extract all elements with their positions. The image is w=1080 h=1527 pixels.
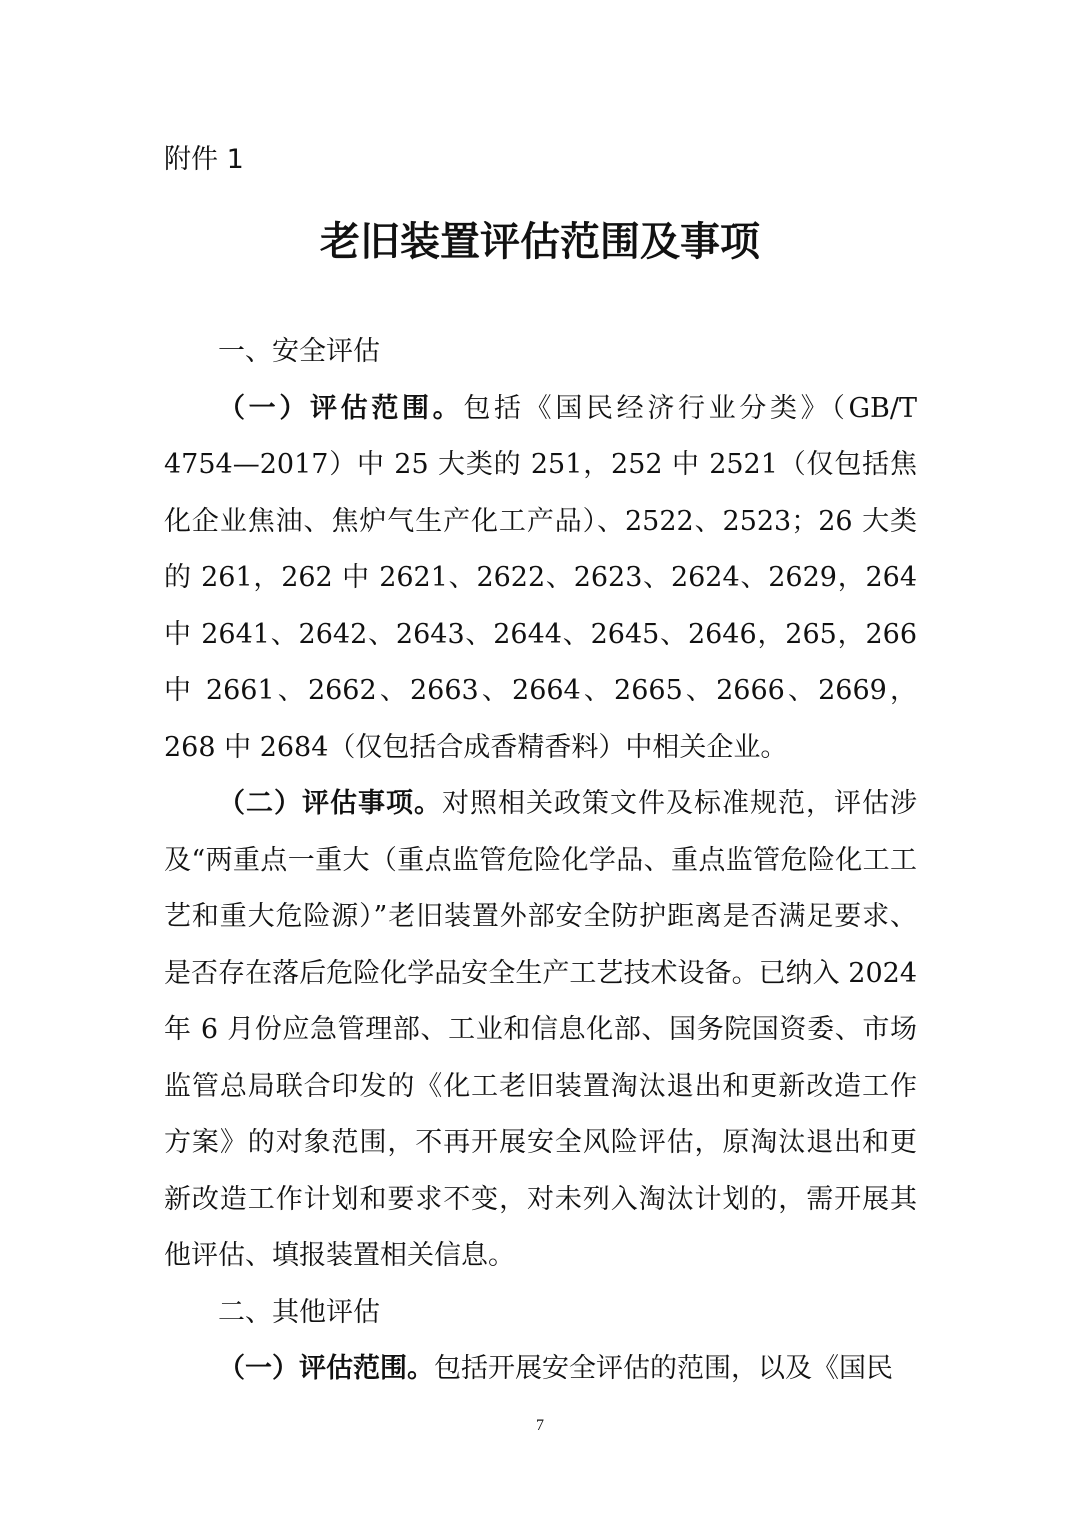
paragraph-text: 包括《国民经济行业分类》（GB/T 4754—2017）中 25 大类的 251，252 中 2521（仅包括焦化企业焦油、焦炉气生产化工产品）、2522、2523；26 大类的 261，262 中 2621、2622、2623、2624、2629，264 中 2641、2642、2643、2644、2645、2646，265，266 中 2661、2662、2663、2664、2665、2666、2669，268 中 2684（仅包括合成香精香料）中相关企业。	[164, 392, 917, 763]
paragraph-safety-items	[164, 776, 917, 1285]
paragraph-label: （一）评估范围。	[218, 392, 464, 424]
paragraph-safety-scope	[164, 381, 917, 777]
paragraph-text: 对照相关政策文件及标准规范，评估涉及“两重点一重大（重点监管危险化学品、重点监管危险化工工艺和重大危险源）”老旧装置外部安全防护距离是否满足要求、是否存在落后危险化学品安全生产工艺技术设备。已纳入 2024 年 6 月份应急管理部、工业和信息化部、国务院国资委、市场监管总局联合印发的《化工老旧装置淘汰退出和更新改造工作方案》的对象范围，不再开展安全风险评估，原淘汰退出和更新改造工作计划和要求不变，对未列入淘汰计划的，需开展其他评估、填报装置相关信息。	[164, 788, 917, 1271]
paragraph-other-scope	[164, 1341, 917, 1398]
document-body	[164, 324, 917, 1398]
section-heading-other: 二、其他评估	[218, 1296, 380, 1328]
paragraph-text: 包括开展安全评估的范围，以及《国民	[434, 1353, 893, 1384]
attachment-label: 附件 1	[164, 144, 244, 175]
document-title: 老旧装置评估范围及事项	[320, 218, 760, 265]
paragraph-label: （二）评估事项。	[218, 788, 442, 819]
paragraph-label: （一）评估范围。	[218, 1353, 434, 1384]
section-heading-safety: 一、安全评估	[218, 336, 380, 367]
page-number: 7	[536, 1417, 544, 1434]
